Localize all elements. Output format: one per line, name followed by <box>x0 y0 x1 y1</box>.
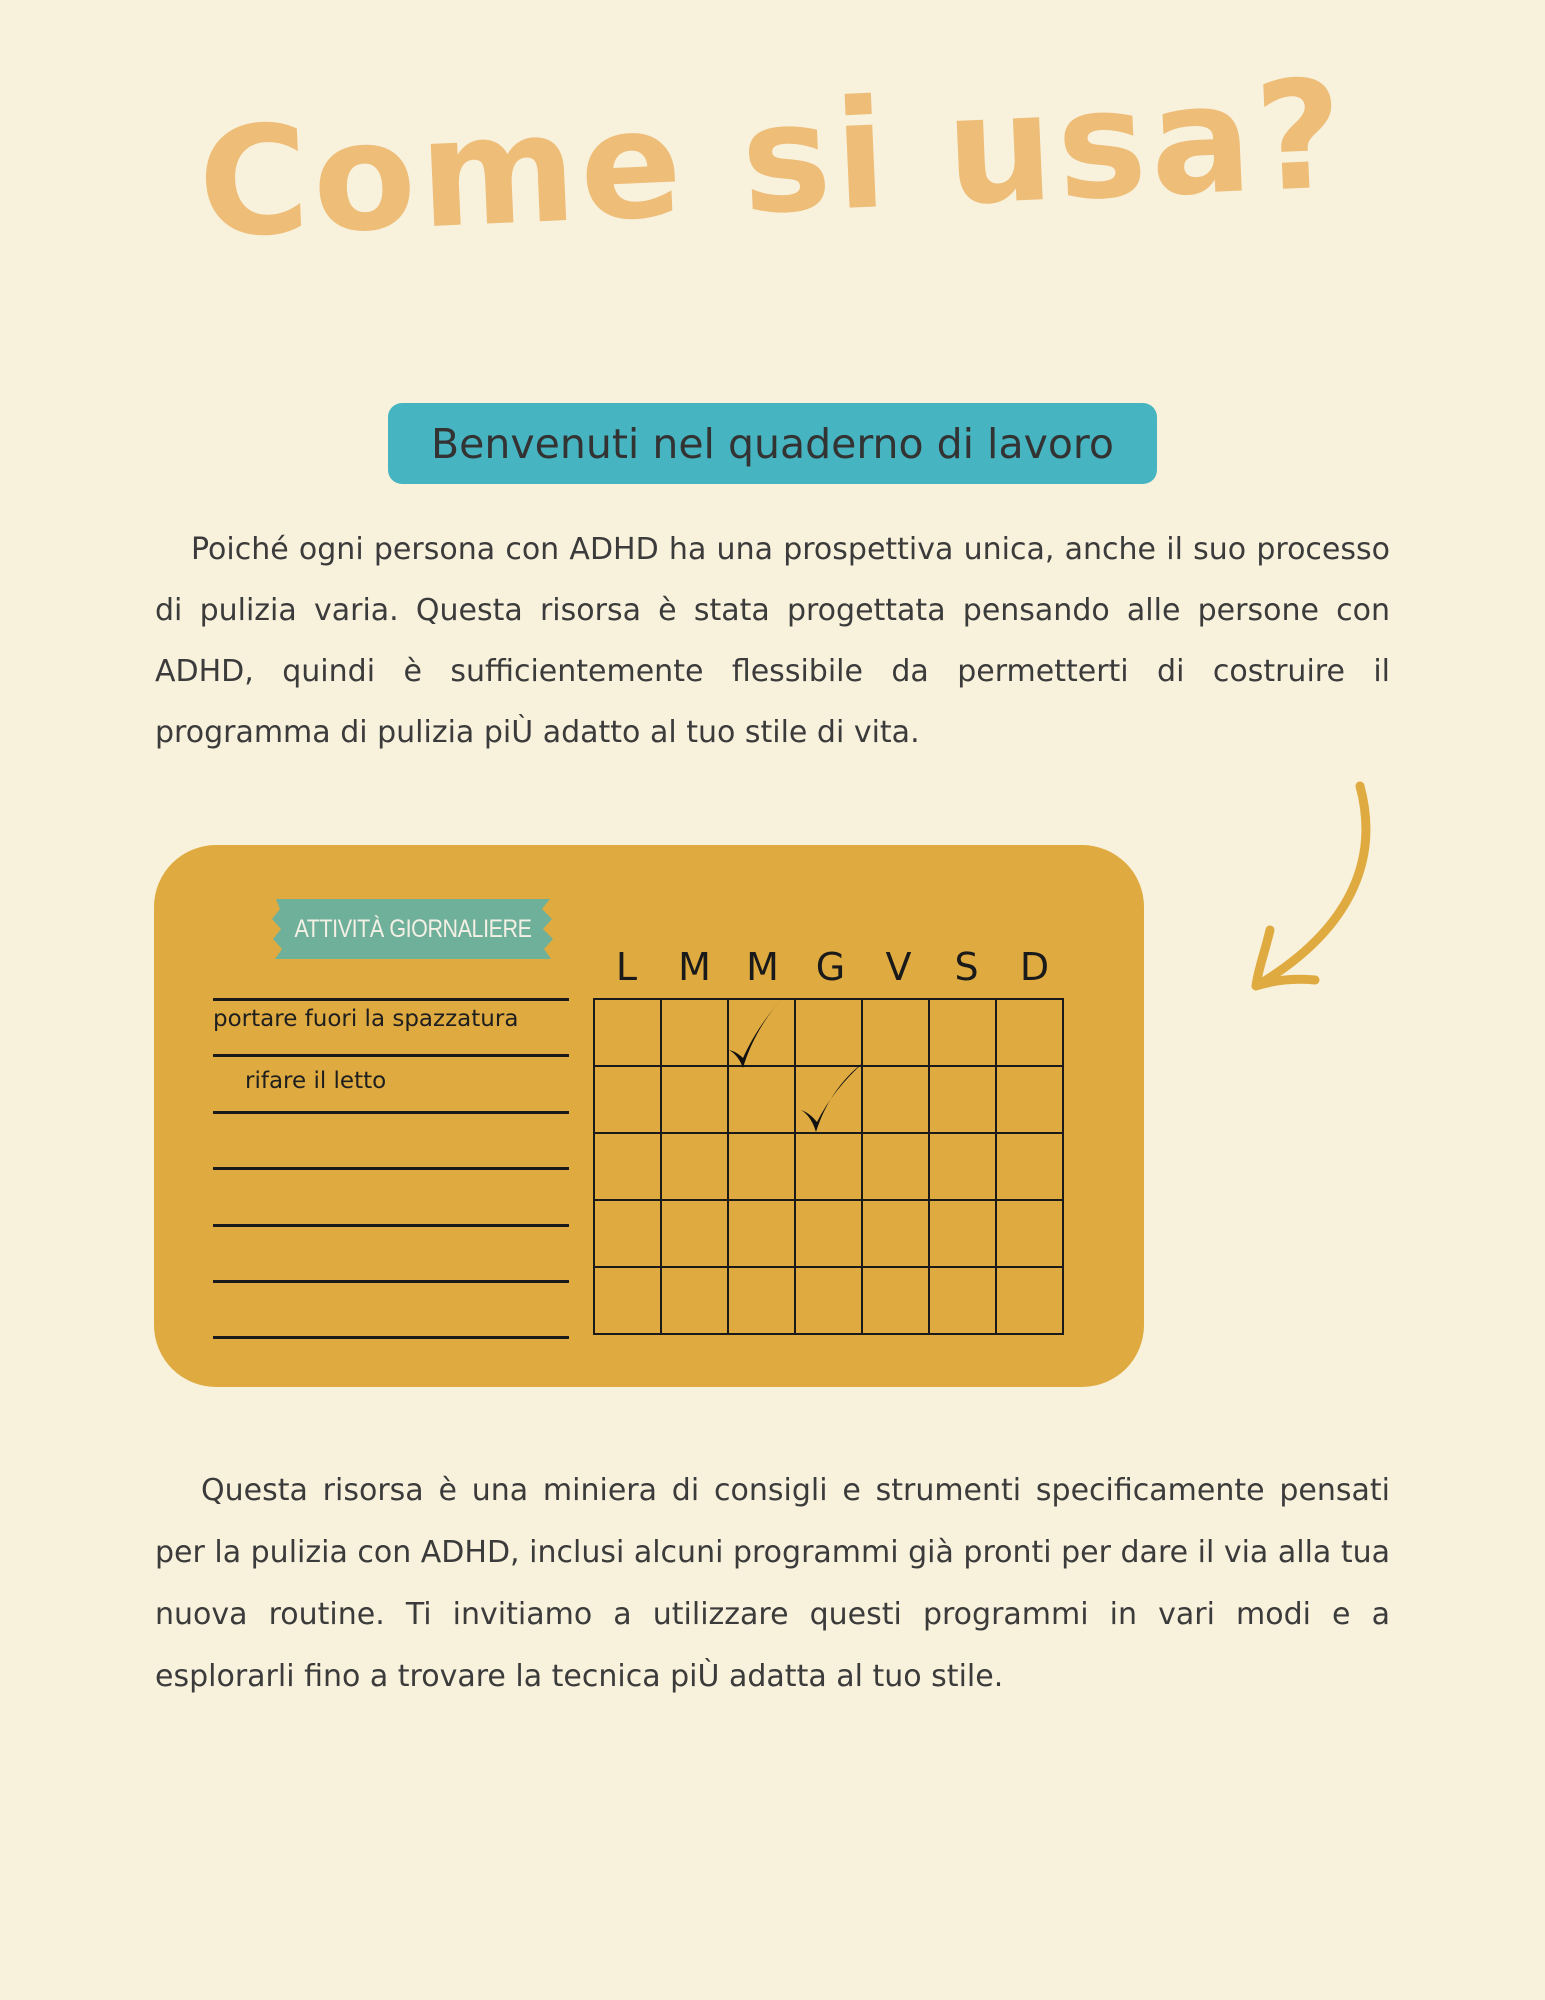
page-title: Come si usa? <box>194 48 1351 272</box>
grid-cell[interactable] <box>997 1000 1064 1067</box>
grid-cell[interactable] <box>796 1268 863 1335</box>
grid-cell[interactable] <box>729 1268 796 1335</box>
task-line <box>213 1111 569 1114</box>
task-text: rifare il letto <box>245 1068 387 1094</box>
grid-cell[interactable] <box>930 1000 997 1067</box>
grid-cell[interactable] <box>729 1201 796 1268</box>
grid-cell[interactable] <box>930 1134 997 1201</box>
grid-cell[interactable] <box>729 1067 796 1134</box>
day-header: M <box>746 945 779 989</box>
day-header: G <box>815 945 846 989</box>
grid-cell[interactable] <box>997 1134 1064 1201</box>
task-line <box>213 998 569 1001</box>
task-line <box>213 1336 569 1339</box>
grid-cell[interactable] <box>595 1000 662 1067</box>
day-header: D <box>1019 945 1050 989</box>
grid-cell[interactable] <box>863 1268 930 1335</box>
grid-cell[interactable] <box>863 1134 930 1201</box>
checkmark-icon <box>726 996 786 1070</box>
grid-cell[interactable] <box>863 1201 930 1268</box>
section-banner: Benvenuti nel quaderno di lavoro <box>388 403 1157 484</box>
grid-cell[interactable] <box>662 1201 729 1268</box>
grid-cell[interactable] <box>595 1268 662 1335</box>
habit-grid <box>593 998 1064 1335</box>
task-line <box>213 1054 569 1057</box>
grid-cell[interactable] <box>662 1134 729 1201</box>
day-header: L <box>615 945 638 989</box>
task-line <box>213 1167 569 1170</box>
grid-cell[interactable] <box>796 1134 863 1201</box>
daily-activities-label: ATTIVITÀ GIORNALIERE <box>294 914 532 943</box>
intro-paragraph: Poiché ogni persona con ADHD ha una prospettiva unica, anche il suo processo di pulizia varia. Questa risorsa è stata progettata pensando alle persone con ADHD, quindi è sufficientemente flessibile da permetterti di costruire il programma di pulizia piÙ adatto al tuo stile di vita. <box>155 532 1390 750</box>
grid-cell[interactable] <box>930 1067 997 1134</box>
grid-cell[interactable] <box>595 1067 662 1134</box>
task-line <box>213 1280 569 1283</box>
curved-arrow-icon <box>1240 780 1390 1000</box>
grid-cell[interactable] <box>729 1134 796 1201</box>
grid-cell[interactable] <box>595 1201 662 1268</box>
grid-cell[interactable] <box>997 1201 1064 1268</box>
grid-cell[interactable] <box>595 1134 662 1201</box>
grid-cell[interactable] <box>930 1201 997 1268</box>
grid-cell[interactable] <box>863 1067 930 1134</box>
grid-cell[interactable] <box>997 1067 1064 1134</box>
grid-cell[interactable] <box>796 1201 863 1268</box>
day-header: S <box>954 945 979 989</box>
grid-cell[interactable] <box>930 1268 997 1335</box>
grid-cell[interactable] <box>662 1000 729 1067</box>
grid-cell[interactable] <box>863 1000 930 1067</box>
checkmark-icon <box>798 1060 866 1134</box>
task-line <box>213 1224 569 1227</box>
grid-cell[interactable] <box>997 1268 1064 1335</box>
day-header: V <box>885 945 912 989</box>
closing-paragraph: Questa risorsa è una miniera di consigli e strumenti specificamente pensati per la pulizia con ADHD, inclusi alcuni programmi già pronti per dare il via alla tua nuova routine. Ti invitiamo a utilizzare questi programmi in vari modi e a esplorarli fino a trovare la tecnica piÙ adatta al tuo stile. <box>155 1473 1390 1694</box>
grid-cell[interactable] <box>796 1000 863 1067</box>
grid-cell[interactable] <box>662 1268 729 1335</box>
day-header: M <box>678 945 711 989</box>
grid-cell[interactable] <box>662 1067 729 1134</box>
task-text: portare fuori la spazzatura <box>213 1006 519 1032</box>
